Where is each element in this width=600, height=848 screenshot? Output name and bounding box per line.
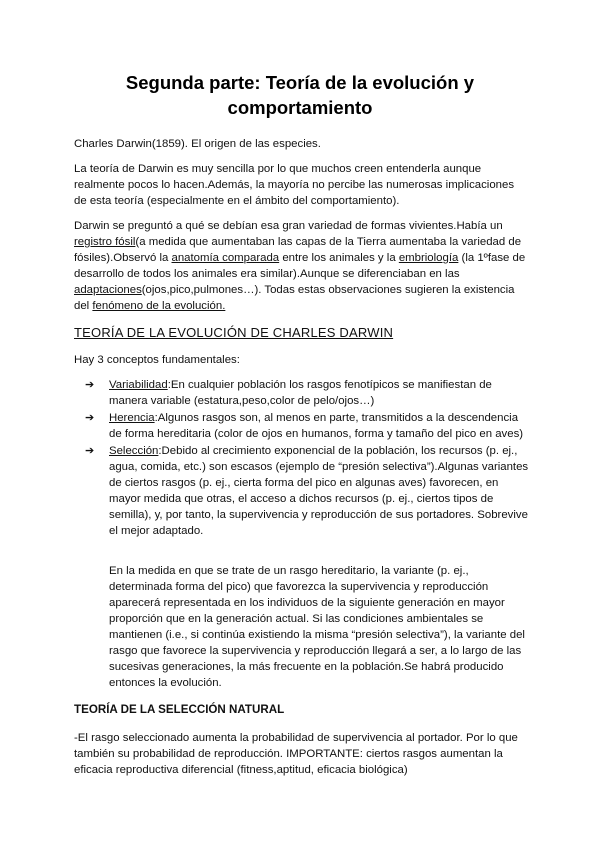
arrow-bullet-icon: ➔ bbox=[85, 445, 95, 457]
heading-natural-selection: TEORÍA DE LA SELECCIÓN NATURAL bbox=[74, 703, 285, 716]
arrow-bullet-icon: ➔ bbox=[85, 412, 95, 424]
page-title: Segunda parte: Teoría de la evolución y comportamiento bbox=[125, 72, 475, 118]
para2-text-4: (la 1ºfase de desarrollo de todos los animales era similar).Aunque se diferenciaban en las bbox=[74, 252, 526, 280]
arrow-bullet-icon: ➔ bbox=[85, 379, 95, 391]
concepts-intro: Hay 3 conceptos fundamentales: bbox=[74, 354, 240, 366]
term-fenomeno-evolucion: fenómeno de la evolución. bbox=[92, 300, 226, 312]
para2-text-5: (ojos,pico,pulmones…). Todas estas observaciones sugieren la existencia del bbox=[74, 284, 515, 312]
para2-text-2: (a medida que aumentaban las capas de la Tierra aumentaba la variedad de fósiles).Observó la bbox=[74, 236, 522, 264]
term-embriologia: embriología bbox=[398, 252, 459, 264]
list-item-variabilidad bbox=[74, 377, 529, 409]
paragraph-darwin-theory: La teoría de Darwin es muy sencilla por lo que muchos creen entenderla aunque realmente pocos lo hacen.Además, la mayoría no percibe las numerosas implicaciones de esta teoría (especialmente en el ámbito del comportamiento). bbox=[74, 163, 515, 207]
paragraph-darwin-observations bbox=[74, 218, 529, 314]
para2-text-1: Darwin se preguntó a qué se debían esa gran variedad de formas vivientes.Había un bbox=[74, 220, 503, 232]
term-seleccion: Selección bbox=[109, 445, 159, 457]
term-registro-fosil: registro fósil bbox=[74, 236, 136, 248]
term-anatomia-comparada: anatomía comparada bbox=[171, 252, 280, 264]
list-item-seleccion bbox=[74, 443, 529, 539]
term-adaptaciones: adaptaciones bbox=[74, 284, 142, 296]
para2-text-3: entre los animales y la bbox=[279, 252, 399, 264]
term-variabilidad: Variabilidad bbox=[109, 379, 168, 391]
section-heading-evolution: TEORÍA DE LA EVOLUCIÓN DE CHARLES DARWIN bbox=[74, 325, 394, 340]
paragraph-selected-trait: -El rasgo seleccionado aumenta la probabilidad de supervivencia al portador. Por lo que también su probabilidad de reproducción. IMPORTANTE: ciertos rasgos aumentan la eficacia reproductiva diferencial (fitness,aptitud, eficacia biológica) bbox=[74, 732, 518, 776]
list-item-herencia bbox=[74, 410, 529, 442]
seleccion-text: :Debido al crecimiento exponencial de la población, los recursos (p. ej., agua, comida, etc.) son escasos (ejemplo de “presión selectiva”).Algunas variantes de ciertos rasgos (p. ej., cierta forma del pico en algunas aves) favorecen, en mayor medida que otras, el acceso a dichos recursos (p. ej., ciertos tipos de semilla), y, por tanto, la supervivencia y reproducción de sus portadores. Sobrevive el mejor adaptado. bbox=[109, 445, 529, 537]
concepts-list bbox=[74, 377, 529, 540]
variabilidad-text: :En cualquier población los rasgos fenotípicos se manifiestan de manera variable (estatura,peso,color de pelo/ojos…) bbox=[109, 379, 492, 407]
paragraph-hereditary-trait: En la medida en que se trate de un rasgo hereditario, la variante (p. ej., determinada forma del pico) que favorezca la supervivencia y reproducción aparecerá representada en los individuos de la siguiente generación en mayor proporción que en la generación actual. Si las condiciones ambientales se mantienen (i.e., si continúa existiendo la misma “presión selectiva”), la variante del rasgo que favorece la supervivencia y reproducción llegará a ser, a lo largo de las sucesivas generaciones, la más frecuente en la población.Se habrá producido entonces la evolución. bbox=[109, 565, 525, 689]
intro-line: Charles Darwin(1859). El origen de las especies. bbox=[74, 138, 321, 150]
herencia-text: :Algunos rasgos son, al menos en parte, transmitidos a la descendencia de forma hereditaria (color de ojos en humanos, forma y tamaño del pico en aves) bbox=[109, 412, 524, 440]
term-herencia: Herencia bbox=[109, 412, 155, 424]
